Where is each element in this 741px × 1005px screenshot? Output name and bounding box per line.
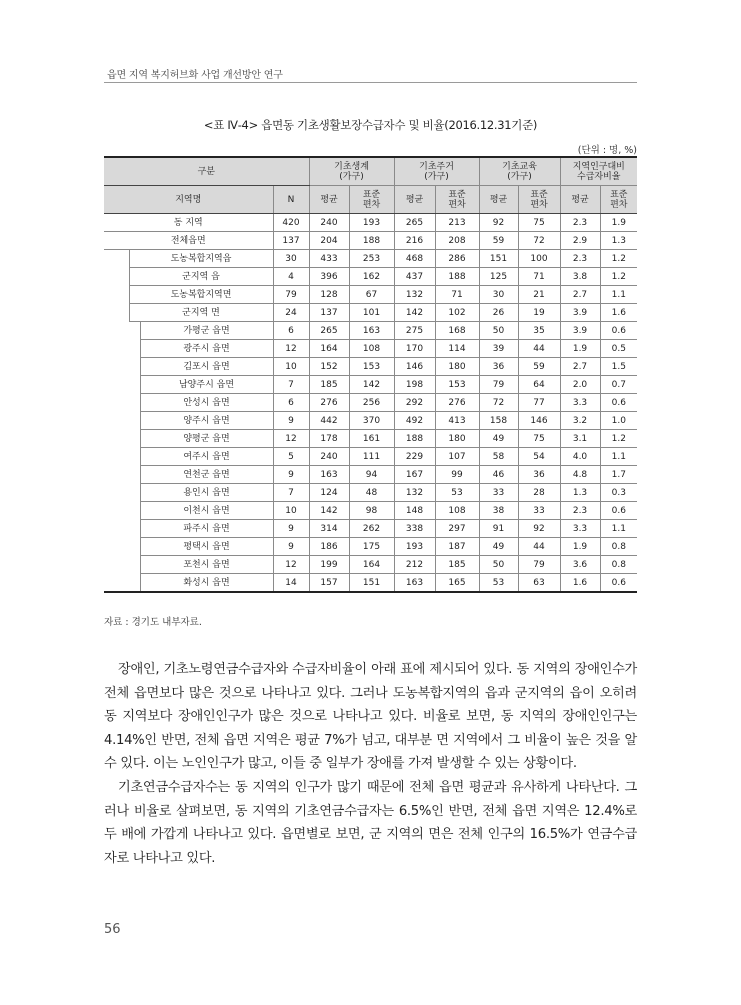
indent-spacer: [104, 340, 140, 358]
region-name-cell: 용인시 읍면: [140, 484, 273, 502]
value-cell: 24: [273, 304, 309, 322]
value-cell: 9: [273, 466, 309, 484]
value-cell: 193: [394, 538, 435, 556]
indent-spacer: [104, 556, 140, 574]
value-cell: 492: [394, 412, 435, 430]
table-row: [104, 250, 637, 268]
table-row: [104, 502, 637, 520]
indent-spacer: [104, 574, 140, 593]
page-number: 56: [104, 922, 121, 937]
region-name-cell: 안성시 읍면: [140, 394, 273, 412]
indent-spacer: [104, 502, 140, 520]
value-cell: 168: [435, 322, 479, 340]
value-cell: 142: [394, 304, 435, 322]
value-cell: 164: [309, 340, 349, 358]
table-row: [104, 520, 637, 538]
region-name-cell: 화성시 읍면: [140, 574, 273, 593]
value-cell: 162: [349, 268, 394, 286]
value-cell: 276: [309, 394, 349, 412]
region-name-cell: 평택시 읍면: [140, 538, 273, 556]
region-name-cell: 가평군 읍면: [140, 322, 273, 340]
value-cell: 3.2: [560, 412, 600, 430]
value-cell: 1.9: [560, 340, 600, 358]
header-region: 지역명: [104, 186, 273, 214]
value-cell: 1.2: [600, 250, 637, 268]
value-cell: 132: [394, 484, 435, 502]
region-name-cell: 이천시 읍면: [140, 502, 273, 520]
value-cell: 164: [349, 556, 394, 574]
value-cell: 132: [394, 286, 435, 304]
value-cell: 142: [349, 376, 394, 394]
value-cell: 0.8: [600, 538, 637, 556]
table-row: [104, 394, 637, 412]
value-cell: 208: [435, 232, 479, 250]
value-cell: 2.9: [560, 232, 600, 250]
value-cell: 3.3: [560, 520, 600, 538]
region-name-cell: 포천시 읍면: [140, 556, 273, 574]
value-cell: 276: [435, 394, 479, 412]
value-cell: 178: [309, 430, 349, 448]
region-name-cell: 파주시 읍면: [140, 520, 273, 538]
value-cell: 101: [349, 304, 394, 322]
value-cell: 10: [273, 358, 309, 376]
value-cell: 0.7: [600, 376, 637, 394]
value-cell: 72: [518, 232, 560, 250]
value-cell: 161: [349, 430, 394, 448]
value-cell: 433: [309, 250, 349, 268]
header-row-sub: [104, 186, 637, 214]
value-cell: 1.0: [600, 412, 637, 430]
value-cell: 0.3: [600, 484, 637, 502]
value-cell: 158: [479, 412, 518, 430]
value-cell: 100: [518, 250, 560, 268]
value-cell: 46: [479, 466, 518, 484]
value-cell: 1.2: [600, 430, 637, 448]
table-row: [104, 376, 637, 394]
value-cell: 153: [349, 358, 394, 376]
value-cell: 170: [394, 340, 435, 358]
value-cell: 72: [479, 394, 518, 412]
value-cell: 3.9: [560, 304, 600, 322]
table-row: [104, 358, 637, 376]
value-cell: 71: [435, 286, 479, 304]
value-cell: 21: [518, 286, 560, 304]
value-cell: 38: [479, 502, 518, 520]
value-cell: 9: [273, 538, 309, 556]
value-cell: 1.6: [560, 574, 600, 593]
value-cell: 187: [435, 538, 479, 556]
value-cell: 4.8: [560, 466, 600, 484]
value-cell: 199: [309, 556, 349, 574]
value-cell: 12: [273, 340, 309, 358]
table-row: [104, 466, 637, 484]
value-cell: 1.1: [600, 286, 637, 304]
value-cell: 28: [518, 484, 560, 502]
value-cell: 256: [349, 394, 394, 412]
value-cell: 92: [518, 520, 560, 538]
region-name-cell: 전체읍면: [104, 232, 273, 250]
value-cell: 1.2: [600, 268, 637, 286]
table-row: [104, 430, 637, 448]
value-cell: 338: [394, 520, 435, 538]
value-cell: 3.1: [560, 430, 600, 448]
value-cell: 180: [435, 430, 479, 448]
value-cell: 146: [394, 358, 435, 376]
indent-spacer: [104, 520, 140, 538]
value-cell: 36: [479, 358, 518, 376]
indent-spacer: [104, 322, 140, 340]
value-cell: 3.3: [560, 394, 600, 412]
value-cell: 30: [273, 250, 309, 268]
value-cell: 180: [435, 358, 479, 376]
value-cell: 185: [435, 556, 479, 574]
value-cell: 63: [518, 574, 560, 593]
value-cell: 216: [394, 232, 435, 250]
value-cell: 198: [394, 376, 435, 394]
value-cell: 413: [435, 412, 479, 430]
value-cell: 137: [309, 304, 349, 322]
value-cell: 0.6: [600, 394, 637, 412]
value-cell: 213: [435, 214, 479, 232]
value-cell: 75: [518, 214, 560, 232]
indent-spacer: [104, 376, 140, 394]
value-cell: 75: [518, 430, 560, 448]
header-mean: 평균: [479, 186, 518, 214]
value-cell: 58: [479, 448, 518, 466]
value-cell: 10: [273, 502, 309, 520]
value-cell: 14: [273, 574, 309, 593]
header-basic-education: 기초교육 (가구): [479, 157, 560, 186]
value-cell: 12: [273, 556, 309, 574]
paragraph: 기초연금수급자수는 동 지역의 인구가 많기 때문에 전체 읍면 평균과 유사하게 나타난다. 그러나 비율로 살펴보면, 동 지역의 기초연금수급자는 6.5%인 반면, 전체 읍면 지역은 12.4%로 두 배에 가깝게 나타나고 있다. 읍면별로 보면, 군 지역의 면은 전체 인구의 16.5%가 연금수급자로 나타나고 있다.: [104, 779, 637, 866]
value-cell: 1.6: [600, 304, 637, 322]
value-cell: 48: [349, 484, 394, 502]
value-cell: 91: [479, 520, 518, 538]
value-cell: 53: [479, 574, 518, 593]
header-sd: 표준 편차: [349, 186, 394, 214]
value-cell: 167: [394, 466, 435, 484]
value-cell: 188: [435, 268, 479, 286]
value-cell: 94: [349, 466, 394, 484]
region-name-cell: 양평군 읍면: [140, 430, 273, 448]
data-table: [104, 156, 637, 593]
value-cell: 1.5: [600, 358, 637, 376]
header-basic-housing: 기초주거 (가구): [394, 157, 479, 186]
value-cell: 7: [273, 484, 309, 502]
value-cell: 3.6: [560, 556, 600, 574]
value-cell: 420: [273, 214, 309, 232]
value-cell: 114: [435, 340, 479, 358]
value-cell: 9: [273, 412, 309, 430]
value-cell: 30: [479, 286, 518, 304]
value-cell: 1.1: [600, 448, 637, 466]
indent-spacer: [104, 304, 129, 322]
table-row: [104, 412, 637, 430]
region-name-cell: 도농복합지역읍: [129, 250, 273, 268]
value-cell: 262: [349, 520, 394, 538]
value-cell: 1.1: [600, 520, 637, 538]
value-cell: 163: [349, 322, 394, 340]
value-cell: 1.9: [600, 214, 637, 232]
value-cell: 2.3: [560, 250, 600, 268]
table-row: [104, 304, 637, 322]
value-cell: 64: [518, 376, 560, 394]
value-cell: 128: [309, 286, 349, 304]
value-cell: 292: [394, 394, 435, 412]
value-cell: 6: [273, 322, 309, 340]
value-cell: 53: [435, 484, 479, 502]
value-cell: 286: [435, 250, 479, 268]
header-sd: 표준 편차: [518, 186, 560, 214]
header-n: N: [273, 186, 309, 214]
indent-spacer: [104, 466, 140, 484]
value-cell: 92: [479, 214, 518, 232]
value-cell: 39: [479, 340, 518, 358]
table-row: [104, 268, 637, 286]
indent-spacer: [104, 358, 140, 376]
value-cell: 240: [309, 214, 349, 232]
value-cell: 240: [309, 448, 349, 466]
region-name-cell: 광주시 읍면: [140, 340, 273, 358]
table-row: [104, 448, 637, 466]
header-mean: 평균: [394, 186, 435, 214]
value-cell: 3.8: [560, 268, 600, 286]
value-cell: 142: [309, 502, 349, 520]
value-cell: 35: [518, 322, 560, 340]
value-cell: 7: [273, 376, 309, 394]
value-cell: 12: [273, 430, 309, 448]
value-cell: 265: [394, 214, 435, 232]
value-cell: 79: [518, 556, 560, 574]
value-cell: 36: [518, 466, 560, 484]
value-cell: 146: [518, 412, 560, 430]
value-cell: 4.0: [560, 448, 600, 466]
value-cell: 77: [518, 394, 560, 412]
value-cell: 2.0: [560, 376, 600, 394]
value-cell: 137: [273, 232, 309, 250]
value-cell: 193: [349, 214, 394, 232]
value-cell: 79: [479, 376, 518, 394]
value-cell: 396: [309, 268, 349, 286]
indent-spacer: [104, 250, 129, 268]
value-cell: 175: [349, 538, 394, 556]
region-name-cell: 도농복합지역면: [129, 286, 273, 304]
value-cell: 49: [479, 538, 518, 556]
value-cell: 54: [518, 448, 560, 466]
value-cell: 229: [394, 448, 435, 466]
value-cell: 0.6: [600, 502, 637, 520]
value-cell: 1.9: [560, 538, 600, 556]
region-name-cell: 남양주시 읍면: [140, 376, 273, 394]
value-cell: 108: [435, 502, 479, 520]
value-cell: 5: [273, 448, 309, 466]
header-basic-living: 기초생계 (가구): [309, 157, 394, 186]
value-cell: 111: [349, 448, 394, 466]
value-cell: 148: [394, 502, 435, 520]
value-cell: 49: [479, 430, 518, 448]
value-cell: 9: [273, 520, 309, 538]
value-cell: 98: [349, 502, 394, 520]
value-cell: 153: [435, 376, 479, 394]
table-row: [104, 556, 637, 574]
indent-spacer: [104, 412, 140, 430]
value-cell: 0.8: [600, 556, 637, 574]
value-cell: 1.3: [560, 484, 600, 502]
value-cell: 102: [435, 304, 479, 322]
region-name-cell: 김포시 읍면: [140, 358, 273, 376]
value-cell: 185: [309, 376, 349, 394]
table-body: [104, 214, 637, 593]
value-cell: 33: [479, 484, 518, 502]
value-cell: 2.7: [560, 358, 600, 376]
header-row-top: [104, 157, 637, 186]
indent-spacer: [104, 484, 140, 502]
value-cell: 370: [349, 412, 394, 430]
header-recipient-ratio: 지역인구대비 수급자비율: [560, 157, 637, 186]
value-cell: 59: [479, 232, 518, 250]
region-name-cell: 연천군 읍면: [140, 466, 273, 484]
value-cell: 107: [435, 448, 479, 466]
indent-spacer: [104, 448, 140, 466]
region-name-cell: 여주시 읍면: [140, 448, 273, 466]
header-sd: 표준 편차: [600, 186, 637, 214]
value-cell: 437: [394, 268, 435, 286]
table-row: [104, 322, 637, 340]
value-cell: 151: [479, 250, 518, 268]
table-row: [104, 538, 637, 556]
region-name-cell: 군지역 면: [129, 304, 273, 322]
value-cell: 253: [349, 250, 394, 268]
value-cell: 152: [309, 358, 349, 376]
value-cell: 59: [518, 358, 560, 376]
unit-note: (단위 : 명, %): [577, 145, 637, 156]
header-group: 구분: [104, 157, 309, 186]
value-cell: 33: [518, 502, 560, 520]
value-cell: 468: [394, 250, 435, 268]
region-name-cell: 군지역 읍: [129, 268, 273, 286]
header-mean: 평균: [309, 186, 349, 214]
value-cell: 26: [479, 304, 518, 322]
value-cell: 314: [309, 520, 349, 538]
table-row: [104, 214, 637, 232]
value-cell: 99: [435, 466, 479, 484]
value-cell: 212: [394, 556, 435, 574]
value-cell: 297: [435, 520, 479, 538]
value-cell: 3.9: [560, 322, 600, 340]
indent-spacer: [104, 286, 129, 304]
paragraph: 장애인, 기초노령연금수급자와 수급자비율이 아래 표에 제시되어 있다. 동 지역의 장애인수가 전체 읍면보다 많은 것으로 나타나고 있다. 그러나 도농복합지역의 읍과 군지역의 읍이 오히려 동 지역보다 장애인인구가 많은 것으로 나타나고 있다. 비율로 보면, 동 지역의 장애인인구는 4.14%인 반면, 전체 읍면 지역은 평균 7%가 넘고, 대부분 면 지역에서 그 비율이 높은 것을 알 수 있다. 이는 노인인구가 많고, 이들 중 일부가 장애를 가져 발생할 수 있는 상황이다.: [104, 662, 637, 772]
value-cell: 163: [309, 466, 349, 484]
value-cell: 1.7: [600, 466, 637, 484]
running-header: 읍면 지역 복지허브화 사업 개선방안 연구: [107, 70, 283, 81]
table-row: [104, 340, 637, 358]
indent-spacer: [104, 538, 140, 556]
value-cell: 1.3: [600, 232, 637, 250]
region-name-cell: 양주시 읍면: [140, 412, 273, 430]
value-cell: 0.6: [600, 322, 637, 340]
value-cell: 50: [479, 322, 518, 340]
region-name-cell: 동 지역: [104, 214, 273, 232]
value-cell: 442: [309, 412, 349, 430]
table-title: <표 Ⅳ-4> 읍면동 기초생활보장수급자수 및 비율(2016.12.31기준): [203, 118, 538, 132]
value-cell: 108: [349, 340, 394, 358]
value-cell: 0.6: [600, 574, 637, 593]
table-row: [104, 286, 637, 304]
table-row: [104, 484, 637, 502]
indent-spacer: [104, 394, 140, 412]
value-cell: 188: [394, 430, 435, 448]
value-cell: 275: [394, 322, 435, 340]
value-cell: 4: [273, 268, 309, 286]
value-cell: 157: [309, 574, 349, 593]
value-cell: 2.7: [560, 286, 600, 304]
value-cell: 67: [349, 286, 394, 304]
value-cell: 50: [479, 556, 518, 574]
table-row: [104, 232, 637, 250]
value-cell: 2.3: [560, 502, 600, 520]
value-cell: 2.3: [560, 214, 600, 232]
value-cell: 19: [518, 304, 560, 322]
header-divider: [104, 82, 637, 83]
indent-spacer: [104, 268, 129, 286]
value-cell: 151: [349, 574, 394, 593]
indent-spacer: [104, 430, 140, 448]
value-cell: 44: [518, 340, 560, 358]
value-cell: 124: [309, 484, 349, 502]
value-cell: 204: [309, 232, 349, 250]
value-cell: 265: [309, 322, 349, 340]
table-row: [104, 574, 637, 593]
value-cell: 165: [435, 574, 479, 593]
value-cell: 6: [273, 394, 309, 412]
value-cell: 44: [518, 538, 560, 556]
body-text: [104, 658, 637, 870]
value-cell: 0.5: [600, 340, 637, 358]
source-note: 자료 : 경기도 내부자료.: [104, 617, 202, 628]
header-sd: 표준 편차: [435, 186, 479, 214]
header-mean: 평균: [560, 186, 600, 214]
value-cell: 125: [479, 268, 518, 286]
value-cell: 188: [349, 232, 394, 250]
value-cell: 71: [518, 268, 560, 286]
value-cell: 163: [394, 574, 435, 593]
value-cell: 79: [273, 286, 309, 304]
value-cell: 186: [309, 538, 349, 556]
